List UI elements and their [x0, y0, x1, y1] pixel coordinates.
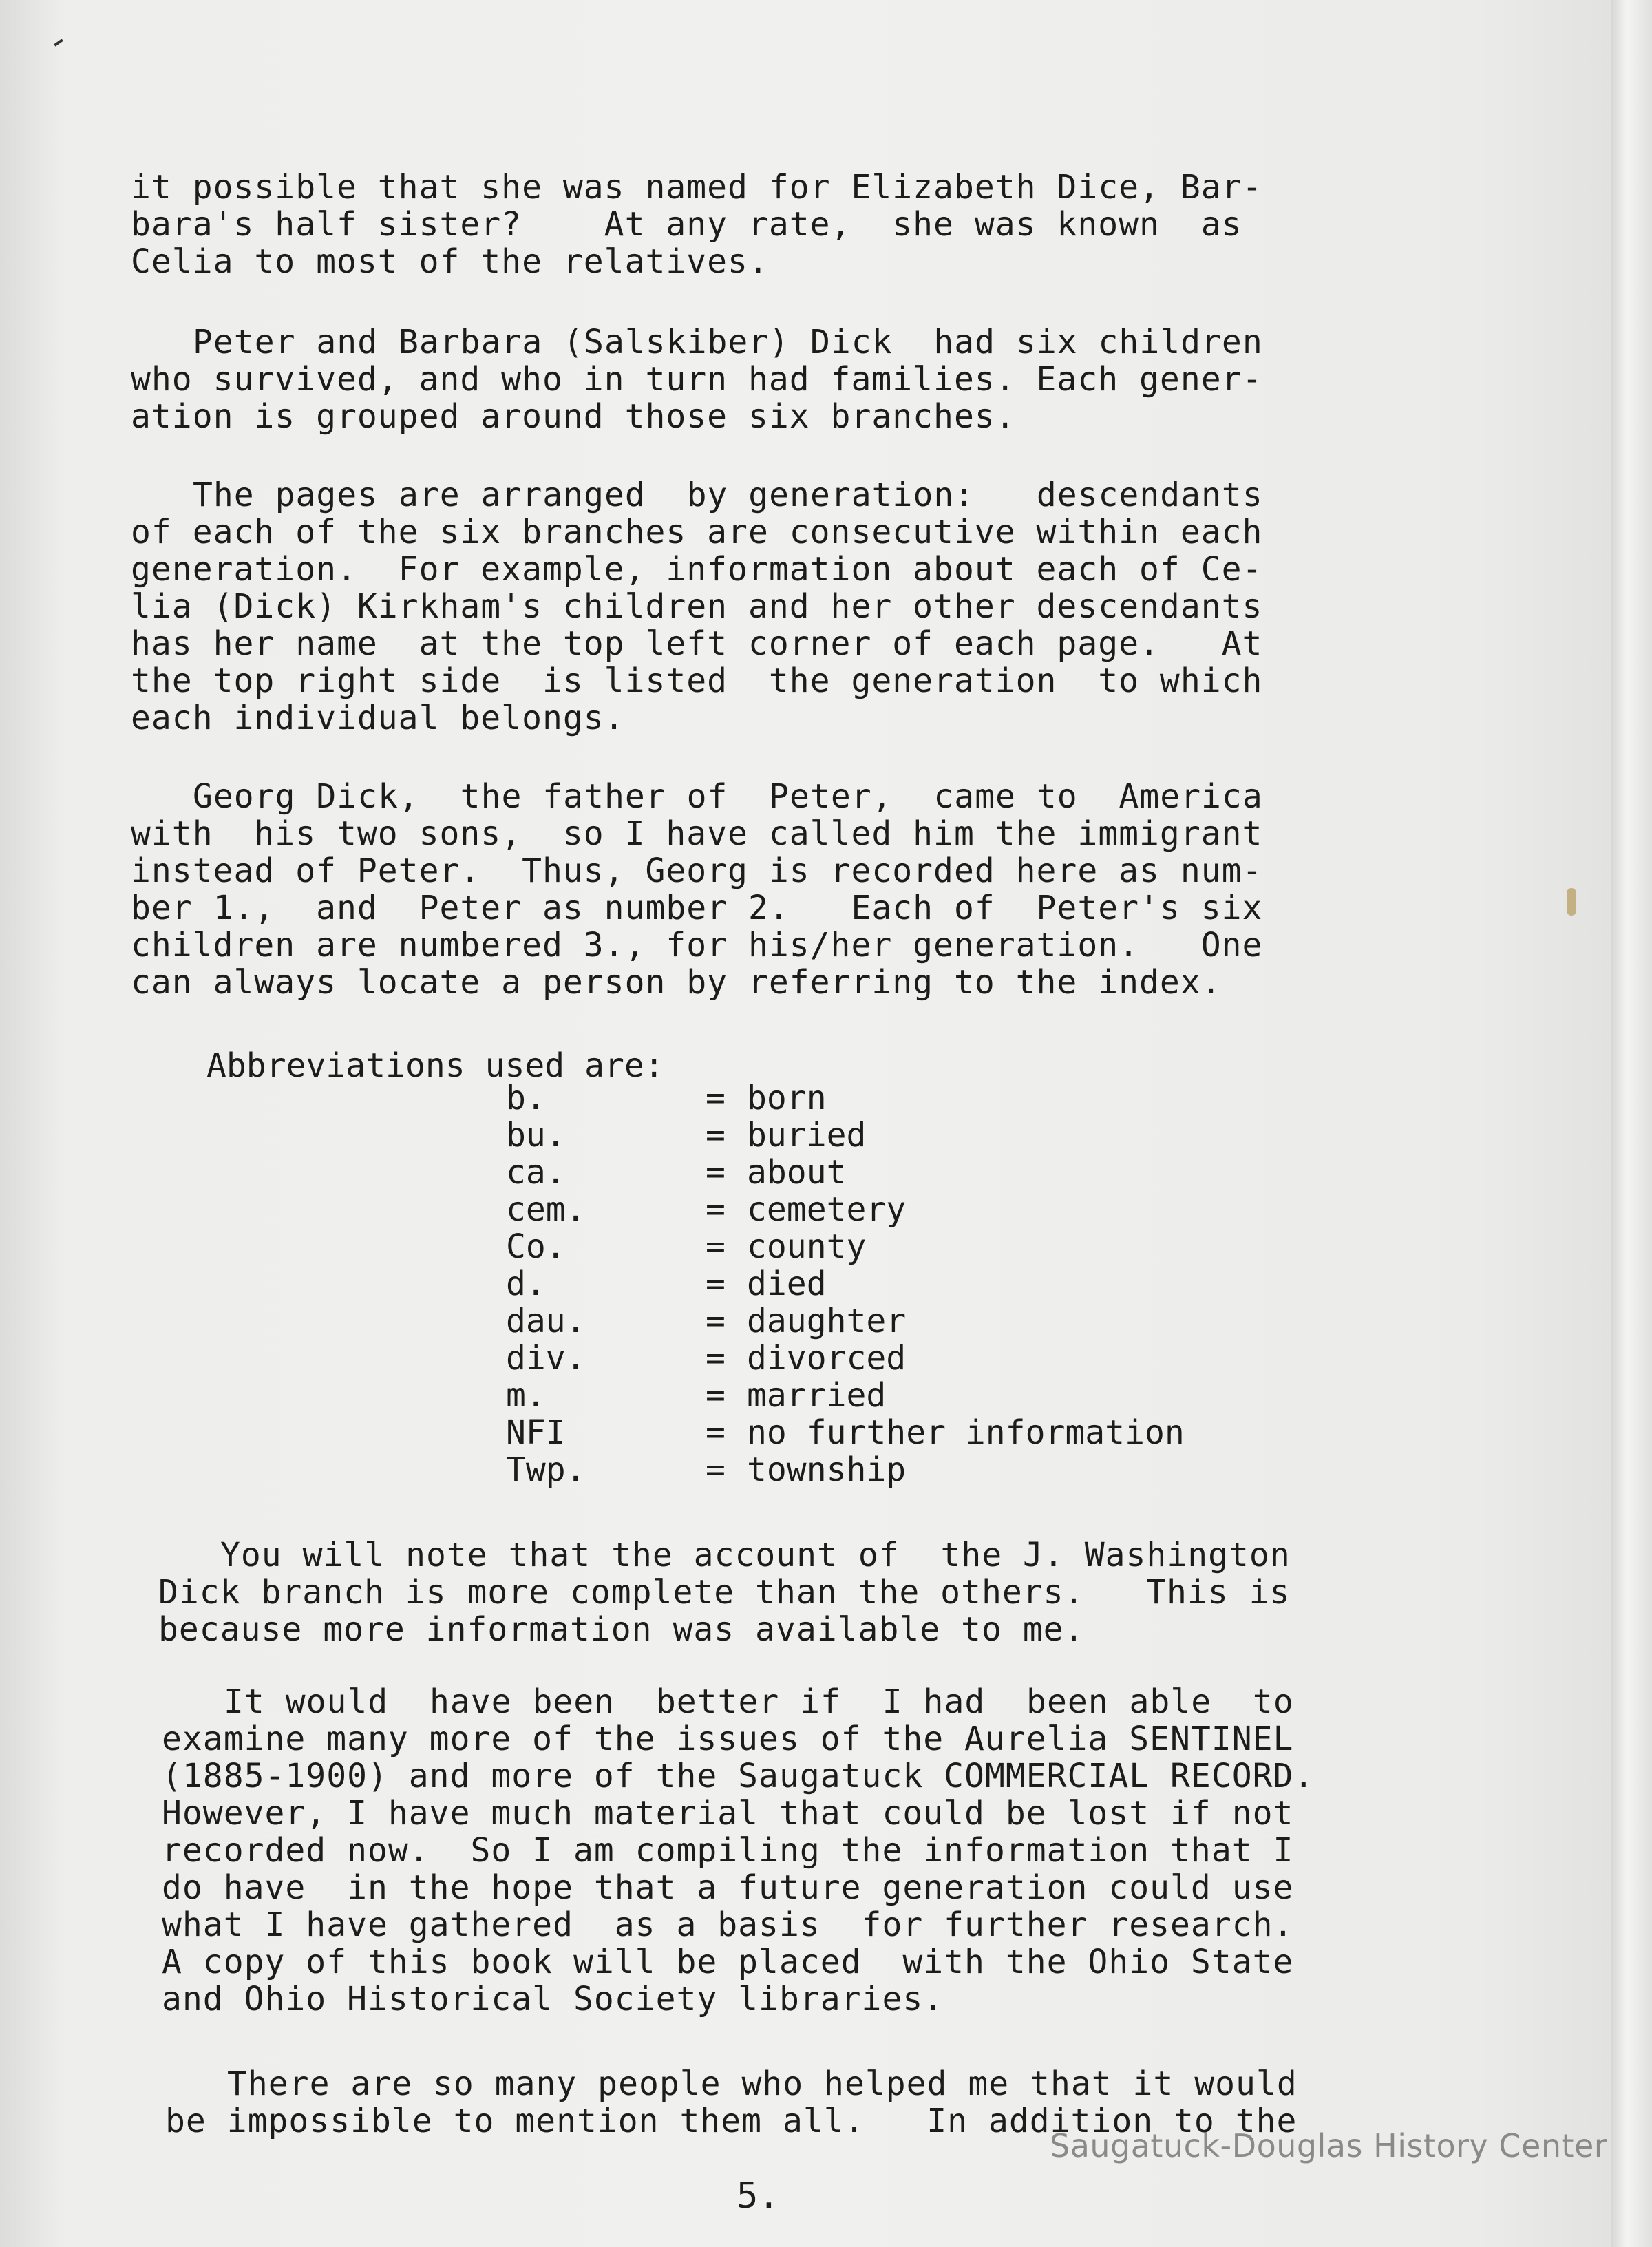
text-line: recorded now. So I am compiling the information that I: [162, 1831, 1294, 1870]
paragraph-children: [131, 324, 1356, 435]
abbreviation-row: [506, 1265, 1185, 1302]
text-line: do have in the hope that a future generation could use: [162, 1868, 1294, 1907]
text-line: There are so many people who helped me that it would: [227, 2065, 1298, 2103]
abbreviation-key: NFI: [506, 1413, 566, 1452]
paragraph-washington: [158, 1537, 1384, 1648]
abbreviation-meaning: divorced: [747, 1339, 907, 1378]
equals-sign: =: [706, 1227, 726, 1266]
abbreviations-title: Abbreviations used are:: [206, 1046, 664, 1085]
abbreviation-row: [506, 1228, 1185, 1265]
abbreviation-meaning: about: [747, 1153, 847, 1192]
abbreviation-meaning: buried: [747, 1116, 867, 1154]
equals-sign: =: [706, 1153, 726, 1192]
text-line: the top right side is listed the generation to which: [131, 662, 1263, 700]
text-line: be impossible to mention them all. In addition to the: [165, 2102, 1298, 2140]
equals-sign: =: [706, 1190, 726, 1229]
text-line: However, I have much material that could be lost if not: [162, 1794, 1294, 1833]
equals-sign: =: [706, 1413, 726, 1452]
text-line: Georg Dick, the father of Peter, came to America: [193, 777, 1263, 816]
text-line: instead of Peter. Thus, Georg is recorded here as num-: [131, 852, 1263, 890]
text-line: of each of the six branches are consecutive within each: [131, 513, 1263, 551]
abbreviation-key: b.: [506, 1079, 546, 1117]
equals-sign: =: [706, 1302, 726, 1340]
text-line: ation is grouped around those six branches.: [131, 397, 1016, 436]
abbreviation-key: Co.: [506, 1227, 566, 1266]
page-edge: [1611, 0, 1652, 2247]
abbreviation-row: [506, 1079, 1185, 1117]
text-line: The pages are arranged by generation: descendants: [193, 476, 1263, 514]
text-line: because more information was available to me.: [158, 1610, 1085, 1649]
abbreviation-key: d.: [506, 1265, 546, 1303]
abbreviation-key: div.: [506, 1339, 586, 1378]
abbreviation-key: Twp.: [506, 1450, 586, 1489]
text-line: Dick branch is more complete than the others. This is: [158, 1573, 1291, 1612]
equals-sign: =: [706, 1265, 726, 1303]
text-line: bara's half sister? At any rate, she was known as: [131, 205, 1242, 244]
text-line: A copy of this book will be placed with the Ohio State: [162, 1943, 1294, 1981]
abbreviation-row: [506, 1451, 1185, 1488]
abbreviation-meaning: married: [747, 1376, 887, 1415]
text-line: has her name at the top left corner of each page. At: [131, 624, 1263, 663]
paragraph-celia: [131, 169, 1356, 280]
text-line: can always locate a person by referring to the index.: [131, 963, 1222, 1002]
text-line: ber 1., and Peter as number 2. Each of Peter's six: [131, 889, 1263, 927]
equals-sign: =: [706, 1450, 726, 1489]
abbreviation-row: [506, 1117, 1185, 1154]
paper-stain: [1567, 888, 1576, 916]
text-line: generation. For example, information about each of Ce-: [131, 550, 1263, 589]
abbreviations-list: [506, 1079, 1185, 1488]
text-line: with his two sons, so I have called him the immigrant: [131, 814, 1263, 853]
page-number: 5.: [737, 2175, 780, 2217]
abbreviation-row: [506, 1154, 1185, 1191]
abbreviation-meaning: no further information: [747, 1413, 1185, 1452]
text-line: lia (Dick) Kirkham's children and her other descendants: [131, 587, 1263, 626]
abbreviation-key: dau.: [506, 1302, 586, 1340]
abbreviation-meaning: daughter: [747, 1302, 907, 1340]
text-line: It would have been better if I had been able to: [224, 1682, 1294, 1721]
abbreviation-key: bu.: [506, 1116, 566, 1154]
text-line: children are numbered 3., for his/her generation. One: [131, 926, 1263, 964]
abbreviation-row: [506, 1302, 1185, 1340]
abbreviation-key: m.: [506, 1376, 546, 1415]
abbreviation-meaning: cemetery: [747, 1190, 907, 1229]
abbreviation-meaning: born: [747, 1079, 827, 1117]
abbreviation-row: [506, 1340, 1185, 1377]
equals-sign: =: [706, 1116, 726, 1154]
equals-sign: =: [706, 1376, 726, 1415]
equals-sign: =: [706, 1079, 726, 1117]
abbreviation-row: [506, 1414, 1185, 1451]
text-line: Peter and Barbara (Salskiber) Dick had six children: [193, 323, 1263, 361]
paragraph-georg: [131, 778, 1356, 1001]
equals-sign: =: [706, 1339, 726, 1378]
text-line: who survived, and who in turn had families. Each gener-: [131, 360, 1263, 399]
pencil-mark: [54, 39, 63, 46]
abbreviation-meaning: county: [747, 1227, 867, 1266]
abbreviation-row: [506, 1191, 1185, 1228]
paragraph-sources: [162, 1683, 1387, 2018]
text-line: examine many more of the issues of the Aurelia SENTINEL: [162, 1720, 1294, 1758]
text-line: each individual belongs.: [131, 699, 625, 737]
text-line: it possible that she was named for Elizabeth Dice, Bar-: [131, 168, 1263, 207]
abbreviation-key: cem.: [506, 1190, 586, 1229]
text-line: what I have gathered as a basis for further research.: [162, 1906, 1294, 1944]
text-line: You will note that the account of the J. Washington: [220, 1536, 1291, 1574]
abbreviation-row: [506, 1377, 1185, 1414]
abbreviation-key: ca.: [506, 1153, 566, 1192]
text-line: (1885-1900) and more of the Saugatuck COMMERCIAL RECORD.: [162, 1757, 1315, 1795]
paragraph-arrangement: [131, 476, 1356, 737]
watermark-text: Saugatuck-Douglas History Center: [1050, 2127, 1608, 2164]
abbreviation-meaning: township: [747, 1450, 907, 1489]
abbreviation-meaning: died: [747, 1265, 827, 1303]
text-line: and Ohio Historical Society libraries.: [162, 1980, 944, 2018]
text-line: Celia to most of the relatives.: [131, 242, 769, 281]
